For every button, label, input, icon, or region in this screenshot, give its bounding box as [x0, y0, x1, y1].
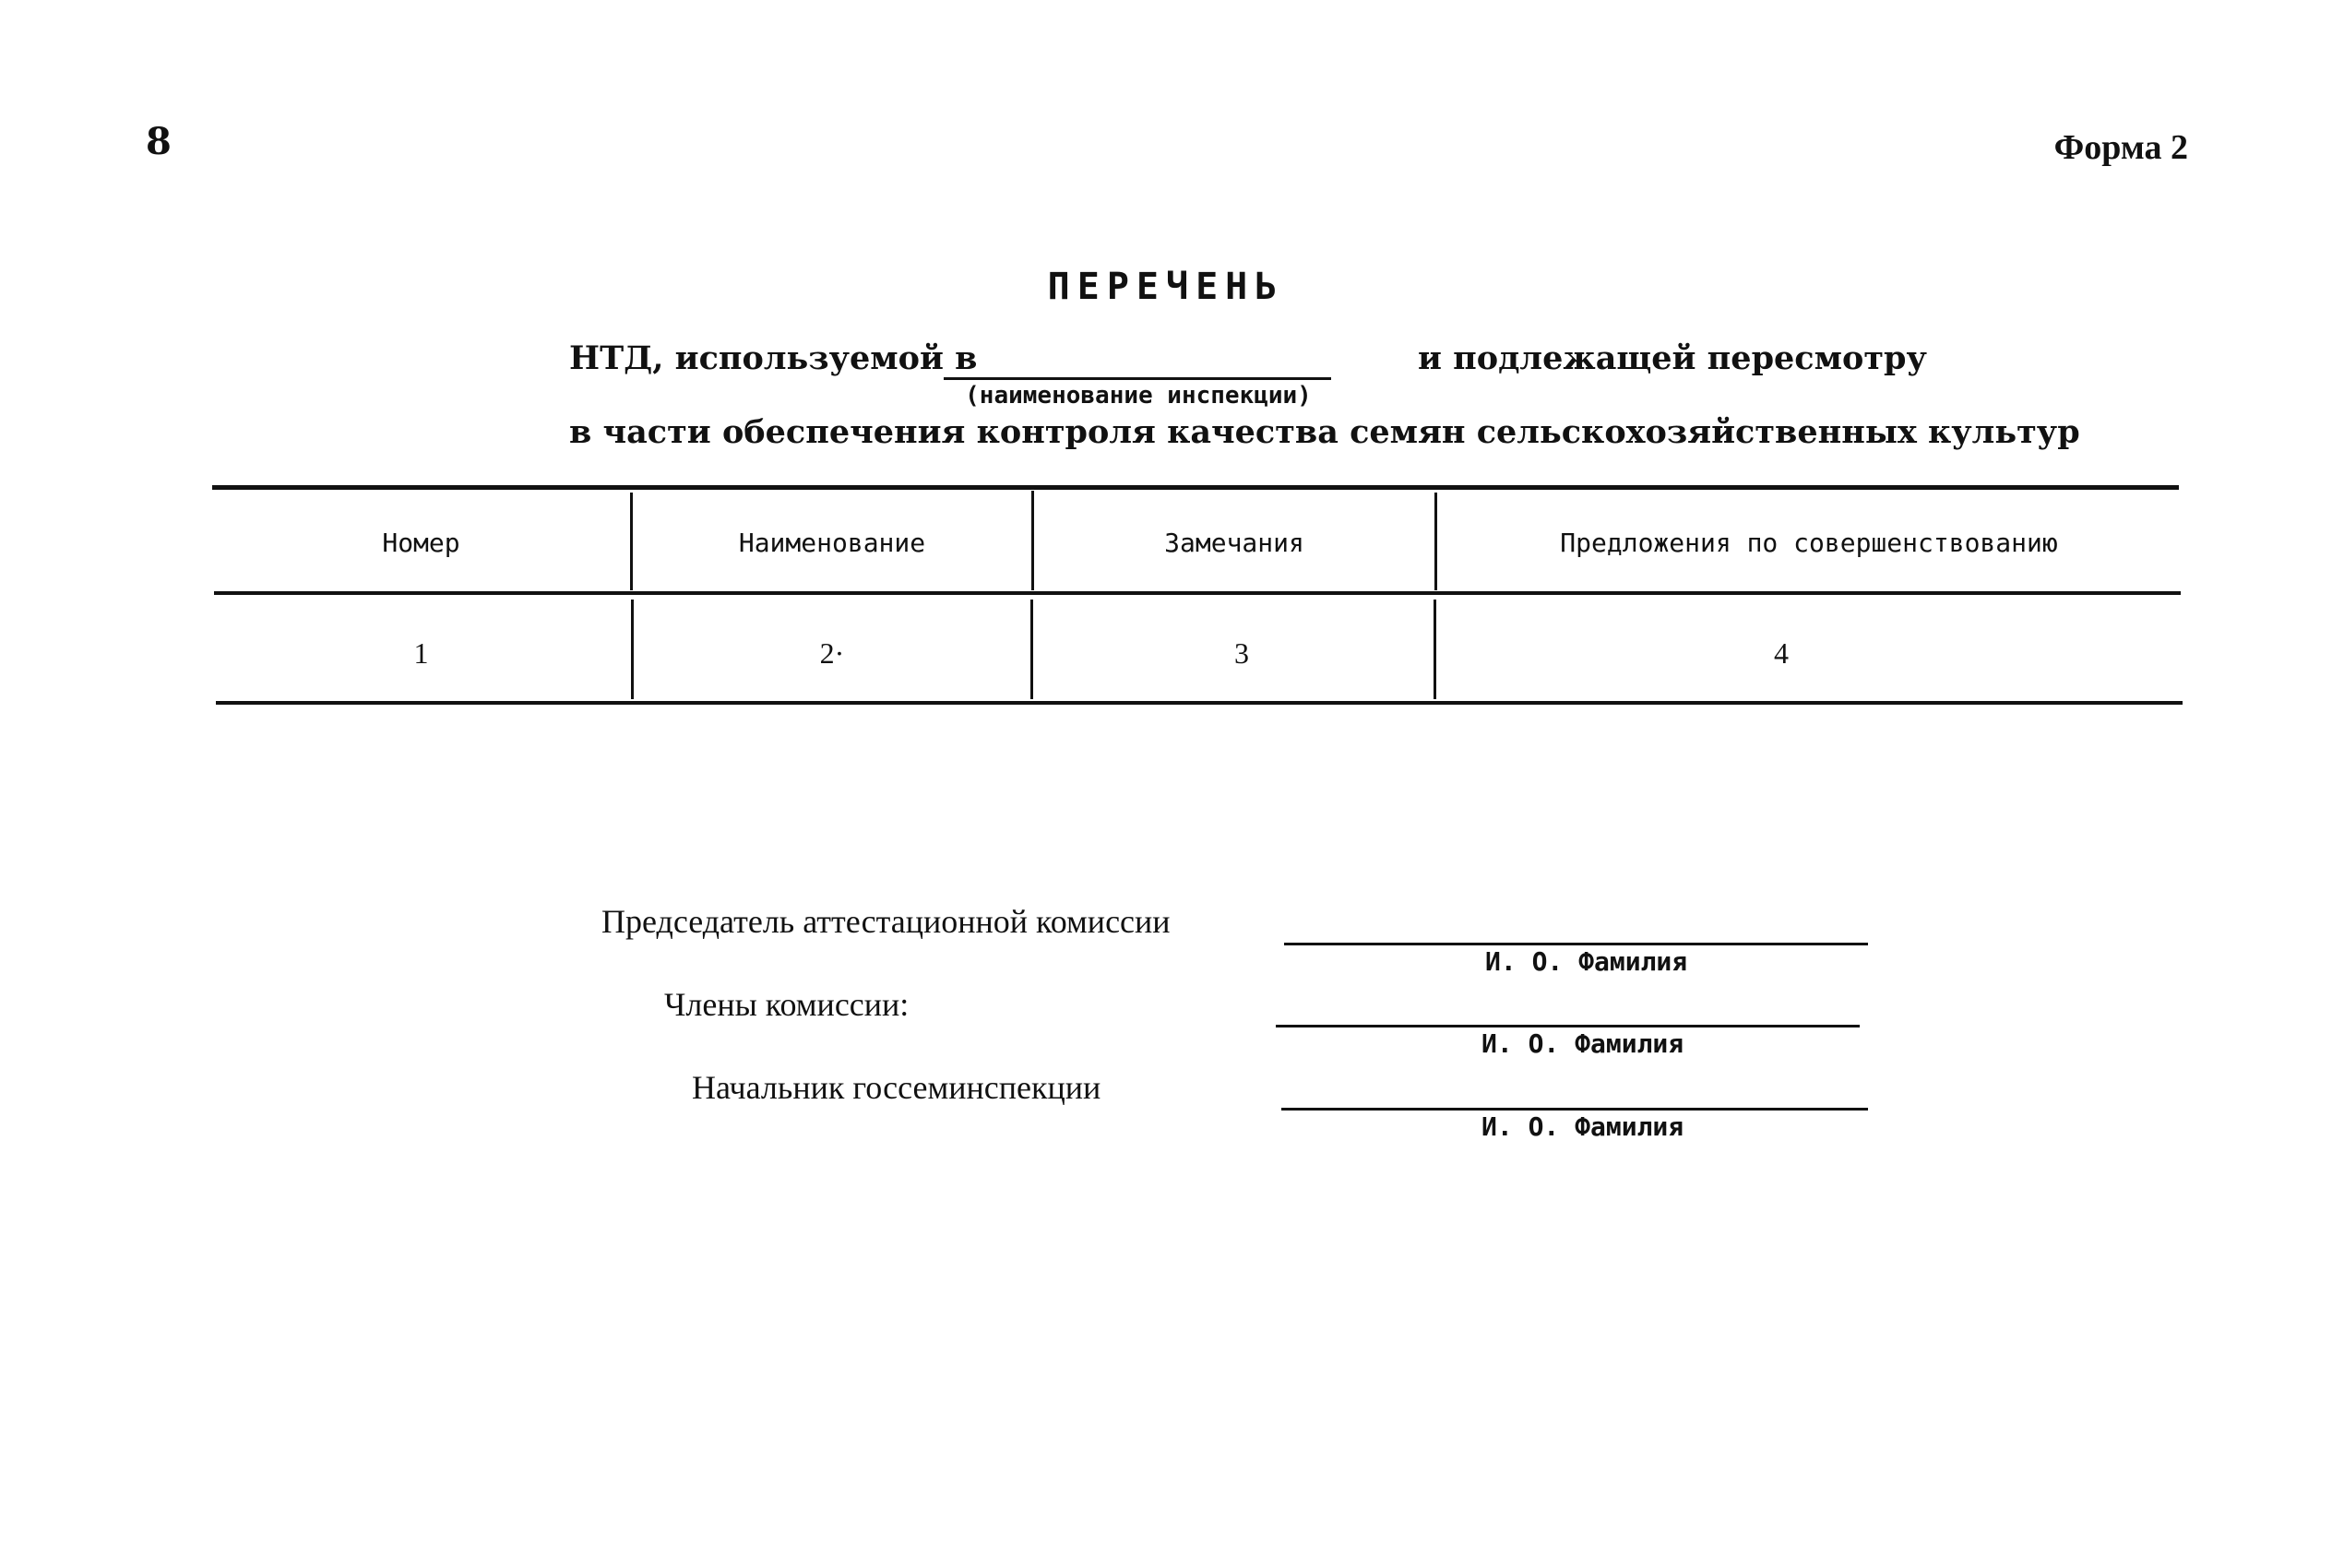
table-top-rule	[212, 485, 2179, 490]
signature-label-head: Начальник госсеминспекции	[692, 1069, 1101, 1106]
signature-label-chairman: Председатель аттестационной комиссии	[601, 903, 1171, 940]
page-number: 8	[146, 120, 172, 163]
column-header-name: Наименование	[738, 528, 926, 558]
subtitle-line2: в части обеспечения контроля качества семян сельскохозяйственных культур	[569, 413, 2080, 451]
signature-label-members: Члены комиссии:	[664, 986, 910, 1023]
subtitle-line1-right: и подлежащей пересмотру	[1418, 339, 1927, 377]
signature-caption: И. О. Фамилия	[1481, 1028, 1684, 1059]
column-header-remarks: Замечания	[1164, 528, 1304, 558]
form-label: Форма 2	[2053, 128, 2188, 167]
document-title: ПЕРЕЧЕНЬ	[1047, 266, 1285, 308]
inspection-name-caption: (наименование инспекции)	[965, 382, 1312, 410]
column-number-cell: 1	[413, 636, 429, 670]
signature-line	[1276, 1025, 1860, 1028]
signature-line	[1284, 943, 1868, 945]
column-header-number: Номер	[382, 528, 460, 558]
signature-caption: И. О. Фамилия	[1485, 946, 1688, 977]
subtitle-line1-left: НТД, используемой в	[569, 339, 978, 377]
column-number-cell: 3	[1234, 636, 1249, 670]
signature-caption: И. О. Фамилия	[1481, 1111, 1684, 1142]
signature-line	[1281, 1108, 1868, 1111]
inspection-name-blank	[944, 377, 1331, 380]
column-number-cell: 4	[1774, 636, 1789, 670]
column-header-proposals: Предложения по совершенствованию	[1560, 528, 2058, 558]
table-header-rule	[214, 591, 2181, 595]
column-number-cell: 2·	[819, 636, 845, 670]
table-bottom-rule	[216, 701, 2183, 705]
